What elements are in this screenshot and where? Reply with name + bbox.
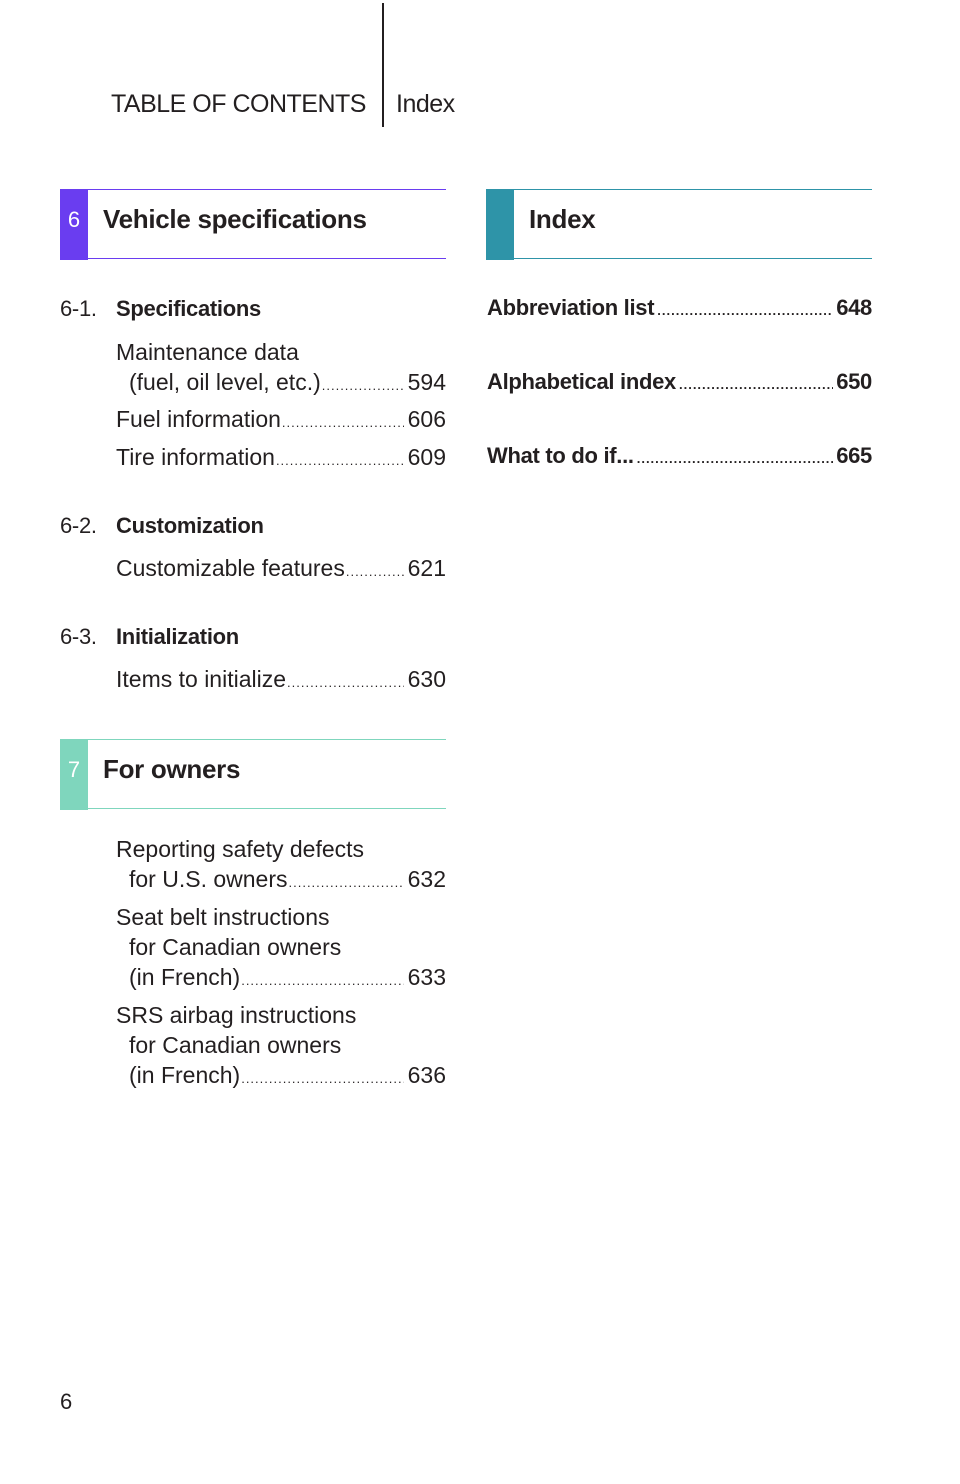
index-header-link[interactable]: Index <box>396 90 455 118</box>
entry-line: Seat belt instructions <box>116 904 330 930</box>
dot-leader <box>241 966 403 996</box>
section-6-tab: 6 <box>60 189 88 260</box>
subsection-number: 6-1. <box>60 296 97 321</box>
dot-leader <box>657 303 833 318</box>
toc-entry-tire-information[interactable] <box>116 442 446 476</box>
toc-entry-items-to-initialize[interactable] <box>116 664 446 698</box>
index-section-header <box>486 189 872 259</box>
index-entry-page: 650 <box>836 369 872 394</box>
entry-page-number: 632 <box>407 866 446 892</box>
entry-line: for Canadian owners <box>129 1032 342 1058</box>
index-entry-alphabetical-index[interactable] <box>487 369 872 395</box>
dot-leader <box>346 557 404 587</box>
dot-leader <box>679 377 833 392</box>
dot-leader <box>322 371 404 401</box>
dot-leader <box>241 1064 403 1094</box>
toc-entry-fuel-information[interactable] <box>116 404 446 438</box>
subsection-title[interactable]: Customization <box>116 513 264 538</box>
section-7-title[interactable]: For owners <box>103 754 241 784</box>
toc-entry-srs-airbag-instructions[interactable] <box>116 1000 446 1094</box>
index-entry-page: 648 <box>836 295 872 320</box>
subsection-6-2 <box>60 513 264 539</box>
index-entry-page: 665 <box>836 443 872 468</box>
entry-line: Items to initialize <box>116 666 287 692</box>
entry-page-number: 630 <box>407 666 446 692</box>
toc-header-link[interactable]: TABLE OF CONTENTS <box>111 90 366 118</box>
dot-leader <box>289 868 404 898</box>
entry-page-number: 636 <box>407 1062 446 1088</box>
index-section-title[interactable]: Index <box>529 204 596 234</box>
toc-entry-maintenance-data[interactable] <box>116 337 446 401</box>
entry-page-number: 633 <box>407 964 446 990</box>
entry-page-number: 594 <box>407 369 446 395</box>
dot-leader <box>276 446 404 476</box>
section-7-tab: 7 <box>60 739 88 810</box>
subsection-number: 6-2. <box>60 513 97 538</box>
subsection-6-1 <box>60 296 261 322</box>
page-number: 6 <box>60 1389 73 1414</box>
section-6-header <box>60 189 446 259</box>
toc-entry-reporting-safety-defects[interactable] <box>116 834 446 898</box>
index-entry-label: Abbreviation list <box>487 295 655 320</box>
entry-line: Customizable features <box>116 555 345 581</box>
subsection-6-3 <box>60 624 239 650</box>
entry-page-number: 621 <box>407 555 446 581</box>
entry-page-number: 606 <box>407 406 446 432</box>
subsection-title[interactable]: Specifications <box>116 296 261 321</box>
subsection-title[interactable]: Initialization <box>116 624 239 649</box>
index-entry-label: Alphabetical index <box>487 369 676 394</box>
section-6-title[interactable]: Vehicle specifications <box>103 204 367 234</box>
dot-leader <box>637 451 833 466</box>
entry-line: (in French) <box>129 964 241 990</box>
dot-leader <box>287 668 404 698</box>
entry-line: Reporting safety defects <box>116 836 365 862</box>
entry-page-number: 609 <box>407 444 446 470</box>
index-entry-abbreviation-list[interactable] <box>487 295 872 321</box>
entry-line: Fuel information <box>116 406 281 432</box>
entry-line: (in French) <box>129 1062 241 1088</box>
header-divider <box>382 3 384 127</box>
toc-entry-seat-belt-instructions[interactable] <box>116 902 446 996</box>
entry-line: SRS airbag instructions <box>116 1002 357 1028</box>
entry-line: Tire information <box>116 444 275 470</box>
dot-leader <box>282 408 404 438</box>
toc-entry-customizable-features[interactable] <box>116 553 446 587</box>
entry-line: (fuel, oil level, etc.) <box>129 369 321 395</box>
entry-line: for U.S. owners <box>129 866 288 892</box>
entry-line: Maintenance data <box>116 339 299 365</box>
index-entry-label: What to do if... <box>487 443 634 468</box>
subsection-number: 6-3. <box>60 624 97 649</box>
index-entry-what-to-do-if[interactable] <box>487 443 872 469</box>
entry-line: for Canadian owners <box>129 934 342 960</box>
section-7-header <box>60 739 446 809</box>
index-section-tab <box>486 189 514 260</box>
